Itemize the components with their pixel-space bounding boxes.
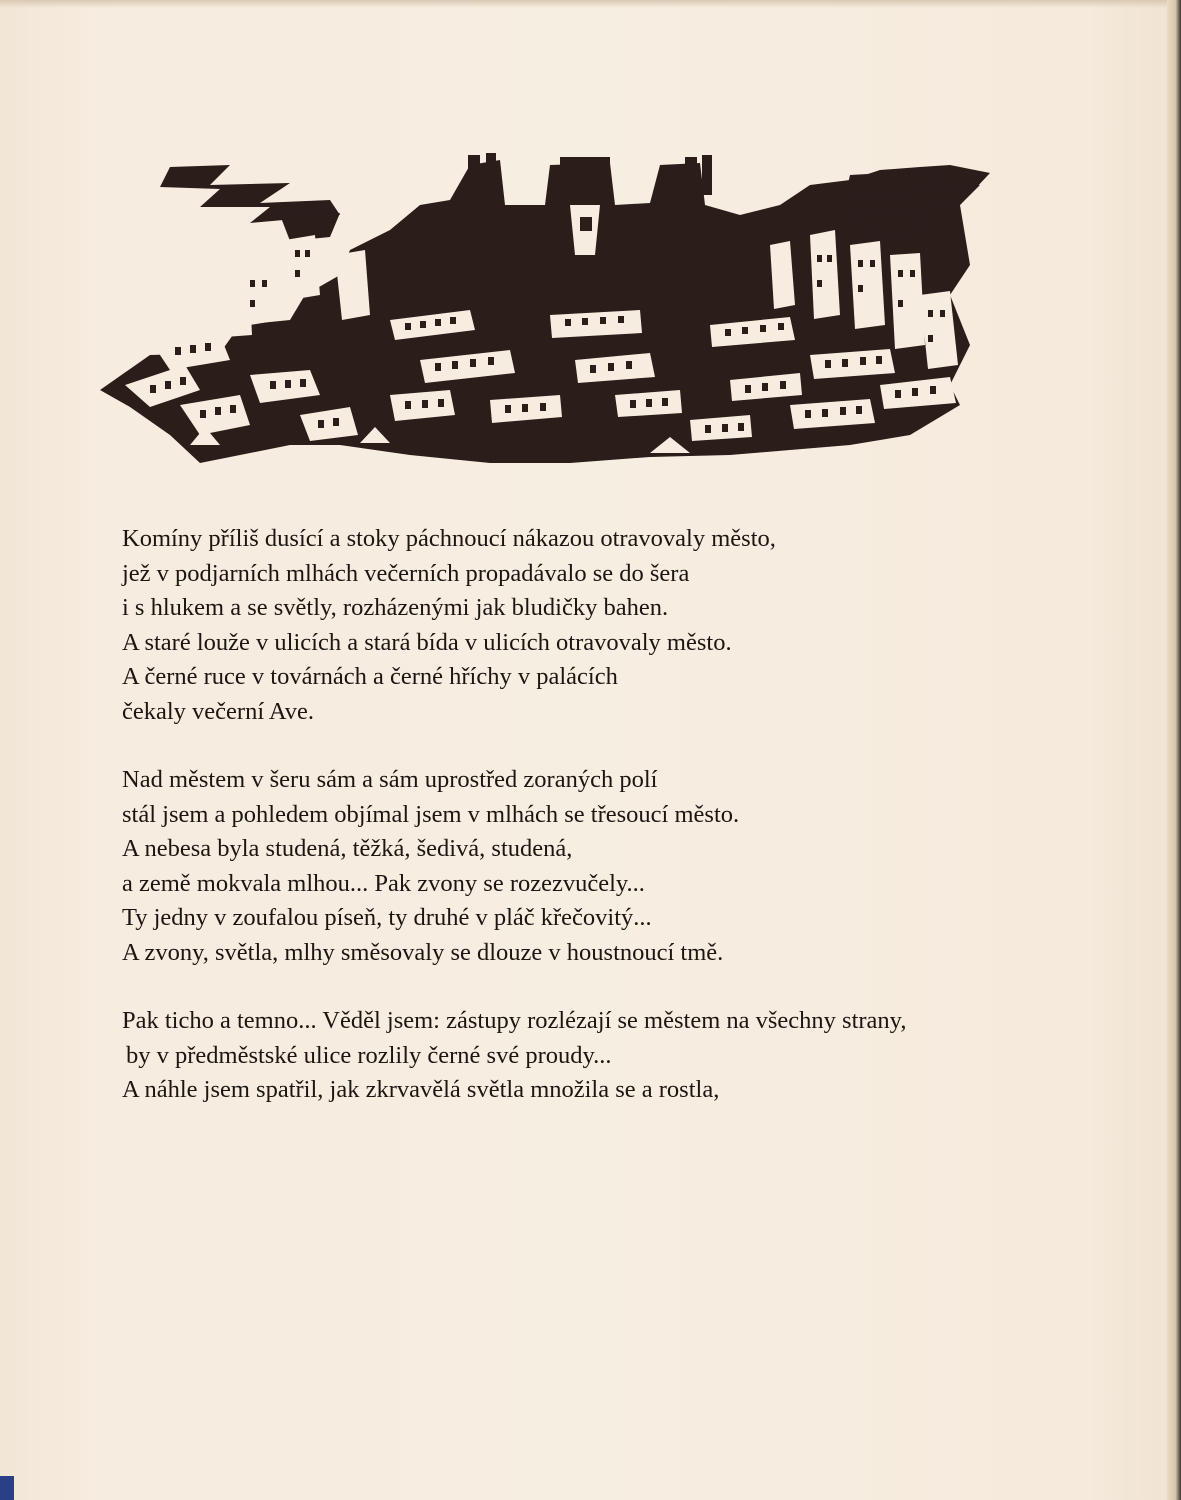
poem-line: A náhle jsem spatřil, jak zkrvavělá světla množila se a rostla,: [122, 1076, 720, 1103]
poem-line: jež v podjarních mlhách večerních propadávalo se do šera: [122, 559, 690, 587]
page-top-edge: [0, 0, 1181, 8]
poem-line: A zvony, světla, mlhy směsovaly se dlouze v houstnoucí tmě.: [122, 938, 724, 966]
poem-line: A černé ruce v továrnách a černé hříchy v palácích: [122, 663, 618, 690]
stanza-2: [122, 763, 1022, 970]
poem-line: Pak ticho a temno... Věděl jsem: zástupy rozlézají se městem na všechny strany,: [122, 1007, 907, 1034]
poem-line: A nebesa byla studená, těžká, šedivá, studená,: [122, 835, 573, 862]
poem-line: stál jsem a pohledem objímal jsem v mlhách se třesoucí město.: [122, 800, 740, 828]
city-skyline-woodcut-icon: [90, 145, 990, 475]
poem-line: a země mokvala mlhou... Pak zvony se rozezvučely...: [122, 869, 645, 897]
poem-line: by v předměstské ulice rozlily černé své proudy...: [126, 1041, 612, 1069]
poem-text: [122, 522, 1022, 1142]
page-right-edge: [1167, 0, 1181, 1500]
poem-line: i s hlukem a se světly, rozházenými jak bludičky bahen.: [122, 594, 669, 621]
book-cover-corner: [0, 1476, 14, 1500]
poem-line: Ty jedny v zoufalou píseň, ty druhé v pláč křečovitý...: [122, 904, 652, 931]
poem-line: Nad městem v šeru sám a sám uprostřed zoraných polí: [122, 766, 658, 793]
poem-line: A staré louže v ulicích a stará bída v ulicích otravovaly město.: [122, 628, 732, 656]
stanza-1: [122, 522, 1022, 729]
poem-line: čekaly večerní Ave.: [122, 697, 315, 725]
poem-line: Komíny příliš dusící a stoky páchnoucí nákazou otravovaly město,: [122, 525, 776, 552]
stanza-3: [122, 1004, 1022, 1108]
